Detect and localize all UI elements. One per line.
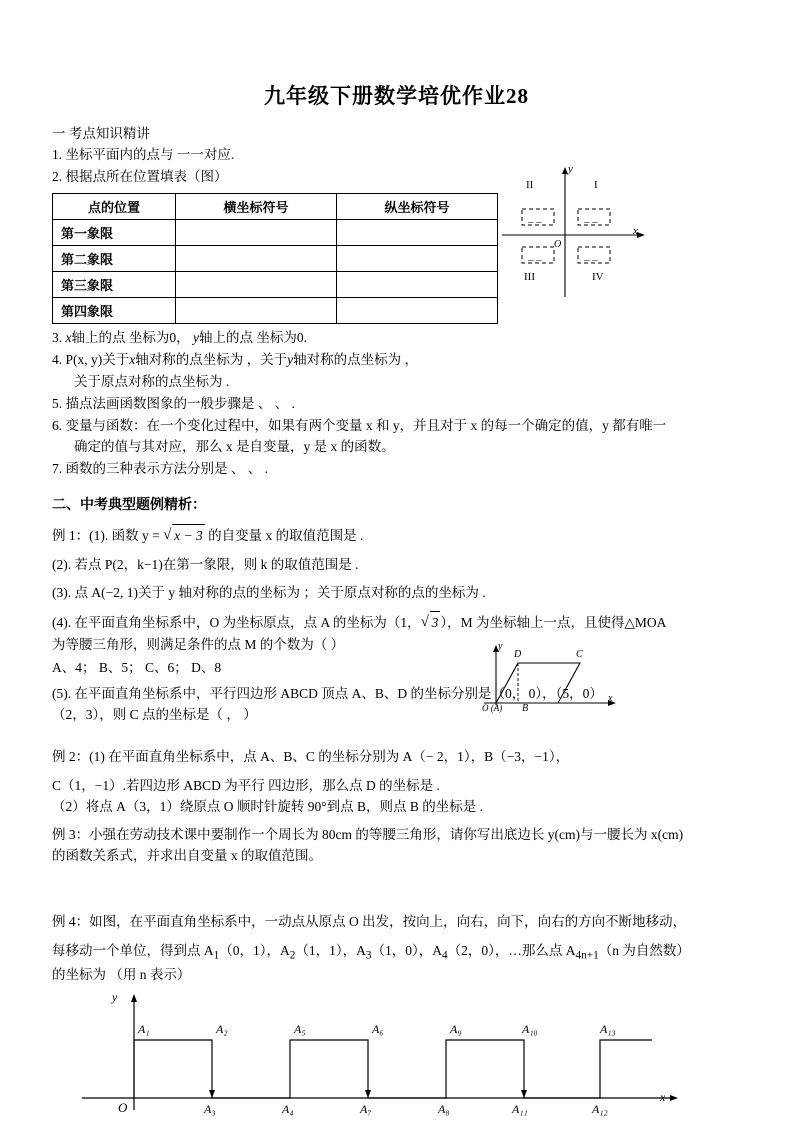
parallelogram-figure: [478, 641, 628, 714]
point-label-a9: A₉: [450, 1021, 462, 1036]
staircase-figure: [52, 990, 742, 1140]
item-1-post: 一一对应.: [176, 147, 235, 162]
par-point-d: D: [514, 649, 522, 660]
example4-line2: [52, 940, 741, 965]
svg-text:_ _: _ _: [584, 212, 598, 224]
item-7-s2: 、: [247, 461, 262, 477]
cell-empty: [176, 219, 337, 245]
section2-heading: 二、中考典型题例精析：: [52, 498, 206, 514]
table-header-x-sign: 横坐标符号: [176, 193, 337, 219]
item-1: [52, 145, 741, 166]
example4-t5: （2，0），…那么点 A: [447, 942, 576, 958]
table-header-y-sign: 纵坐标符号: [337, 193, 498, 219]
example4-t2: （0，1），A: [219, 942, 290, 958]
example4-t3: （1，1），A: [295, 942, 366, 958]
example1-part4-line1: [52, 611, 741, 634]
item-3-t3: 轴上的点: [199, 329, 253, 345]
item-4-t1: 4. P(x, y)关于: [52, 351, 130, 367]
item-3-var-y: y: [193, 329, 199, 345]
example1-part3: [52, 582, 741, 604]
item-7-t1: 7. 函数的三种表示方法分别是: [52, 461, 228, 477]
cell-empty: [176, 271, 337, 297]
example1-p1-text: (1). 函数 y =: [89, 528, 160, 544]
example1-part2: [52, 554, 741, 576]
sub-a4: 4: [442, 949, 448, 962]
example2-line3: [52, 796, 741, 818]
sub-a3: 3: [365, 949, 372, 962]
table-row: [53, 219, 498, 245]
staircase-axis-x: x: [660, 1089, 666, 1104]
svg-text:O: O: [554, 239, 562, 250]
item-7: [52, 459, 741, 480]
example1-p3-text2: ；关于原点对称的点的坐标为: [303, 585, 479, 601]
section1-heading: 一 考点知识精讲: [52, 126, 150, 141]
sqrt-radicand: x − 3: [172, 524, 205, 547]
sqrt-expression-3: [421, 611, 441, 634]
item-3-t2: 坐标为0，: [128, 329, 190, 345]
par-origin: O (A): [482, 703, 503, 713]
point-label-a3: A₃: [204, 1101, 216, 1116]
item-4-t5: ，: [404, 351, 418, 367]
item-5-s1: 、: [257, 395, 272, 411]
item-3-var-x: x: [65, 329, 72, 345]
point-label-a2: A₂: [216, 1021, 228, 1036]
point-label-a10: A₁₀: [522, 1021, 538, 1036]
item-7-s1: 、: [230, 461, 245, 477]
item-5-t2: .: [291, 395, 295, 411]
example1-part1: [52, 524, 741, 547]
example1-p1-end: .: [359, 528, 364, 544]
table-header-row: [53, 193, 498, 219]
par-axis-x: x: [608, 693, 613, 704]
item-5-t1: 5. 描点法画函数图象的一般步骤是: [52, 395, 255, 411]
example1-p2-text: (2). 若点 P(2，k−1)在第一象限，则 k 的取值范围是: [52, 556, 352, 572]
item-6-line1: 6. 变量与函数：在一个变化过程中，如果有两个变量 x 和 y，并且对于 x 的每一个确定的值，y 都有唯一: [52, 417, 667, 433]
item-2: 2. 根据点所在位置填表（图）: [52, 168, 228, 184]
item-4-t7: .: [225, 373, 230, 389]
point-label-a11: A₁₁: [512, 1101, 528, 1116]
par-point-c: C: [576, 649, 583, 660]
item-4-t4: 轴对称的点坐标为: [293, 351, 402, 367]
item-4-t3: ，关于: [246, 351, 288, 367]
quadrant-table: [52, 193, 498, 324]
example4-t4: （1，0），A: [371, 942, 442, 958]
item-3-num: 3.: [52, 329, 66, 345]
item-4-var-y: y: [287, 351, 294, 367]
cell-empty: [337, 271, 498, 297]
quadrant-label-4: IV: [592, 271, 604, 283]
table-row: [53, 297, 498, 323]
quadrant-label-3: III: [524, 271, 535, 283]
item-4-cont: [74, 372, 741, 393]
table-row: [53, 245, 498, 271]
example1-part5-line1: (5). 在平面直角坐标系中，平行四边形 ABCD 顶点 A、B、D 的坐标分别是（0， 0），（5，0）: [52, 685, 603, 701]
point-label-a12: A₁₂: [592, 1101, 608, 1116]
item-4-var-x: x: [129, 351, 136, 367]
example1-label: 例 1：: [52, 528, 90, 544]
point-label-a4: A₄: [282, 1101, 294, 1116]
quadrant-figure: [490, 165, 650, 305]
sqrt-radicand-3: 3: [430, 611, 441, 634]
item-4-t2: 轴对称的点坐标为: [135, 351, 244, 367]
example1-p3-end: .: [482, 585, 486, 601]
item-3-t4: 坐标为0.: [256, 329, 307, 345]
item-7-t2: .: [264, 461, 268, 477]
staircase-axis-y: y: [112, 989, 118, 1004]
example3-line2: 的函数关系式，并求出自变量 x 的取值范围。: [52, 848, 322, 864]
point-label-a6: A₆: [372, 1021, 384, 1036]
example2-line2: [52, 775, 741, 797]
row-label-q4: 第四象限: [53, 297, 176, 323]
example4-t6: （n 为自然数）: [598, 942, 690, 958]
par-point-b: B: [522, 703, 529, 714]
example3-line1: 例 3：小强在劳动技术课中要制作一个周长为 80cm 的等腰三角形，请你写出底边长 y(cm)与一腰长为 x(cm): [52, 826, 684, 842]
quadrant-label-2: II: [526, 179, 534, 191]
cell-empty: [176, 297, 337, 323]
svg-text:_ _: _ _: [528, 250, 542, 262]
example4-t7: 的坐标为: [52, 967, 106, 983]
table-row: [53, 271, 498, 297]
svg-text:_ _: _ _: [528, 212, 542, 224]
point-label-a5: A₅: [294, 1021, 306, 1036]
item-5: [52, 394, 741, 415]
cell-empty: [337, 219, 498, 245]
row-label-q1: 第一象限: [53, 219, 176, 245]
example4-t1: 每移动一个单位，得到点 A: [52, 942, 214, 958]
sub-a1: 1: [213, 949, 220, 962]
sqrt-expression: [163, 524, 205, 547]
cell-empty: [337, 297, 498, 323]
item-4: [52, 350, 741, 371]
example1-p4-choices: A、4； B、5； C、6； D、8: [52, 660, 222, 676]
example2-l3-text: （2）将点 A（3，1）绕原点 O 顺时针旋转 90°到点 B，则点 B 的坐标是: [52, 799, 477, 815]
quadrant-label-1: I: [594, 179, 598, 191]
item-6-line2: 确定的值与其对应，那么 x 是自变量，y 是 x 的函数。: [74, 439, 395, 455]
row-label-q2: 第二象限: [53, 245, 176, 271]
example2-l3-end: .: [479, 799, 484, 815]
example1-p3-text: (3). 点 A(−2, 1)关于 y 轴对称的点的坐标为: [52, 585, 300, 601]
example2-line1: 例 2：(1) 在平面直角坐标系中，点 A、B、C 的坐标分别为 A（− 2，1），B（−3，−1），: [52, 749, 570, 765]
example1-p4-t1: (4). 在平面直角坐标系中，O 为坐标原点，点 A 的坐标为（1，: [52, 615, 421, 631]
example1-p4-t2: ），M 为坐标轴上一点，且使得△MOA: [440, 615, 667, 631]
point-label-a7: A₇: [360, 1101, 372, 1116]
row-label-q3: 第三象限: [53, 271, 176, 297]
example4-line1: 例 4：如图，在平面直角坐标系中，一动点从原点 O 出发，按向上，向右，向下，向右的方向不断地移动，: [52, 914, 687, 930]
example4-t8: （用 n 表示）: [109, 967, 191, 983]
item-1-text: 1. 坐标平面内的点与: [52, 147, 174, 162]
page-title: 九年级下册数学培优作业28: [264, 84, 529, 108]
example2-l2-end: .: [436, 777, 440, 793]
example1-part5-line2: （2，3），则 C 点的坐标是（ ， ）: [52, 707, 257, 723]
cell-empty: [176, 245, 337, 271]
item-5-s2: 、: [274, 395, 289, 411]
example1-part4-line2: 为等腰三角形，则满足条件的点 M 的个数为（ ）: [52, 636, 345, 652]
example4-line3: [52, 964, 741, 986]
quadrant-axis-x: x: [633, 225, 638, 237]
quadrant-axis-y: y: [568, 163, 573, 175]
point-label-a1: A₁: [138, 1021, 150, 1036]
item-4-t6: 关于原点对称的点坐标为: [74, 373, 223, 389]
point-label-a8: A₈: [438, 1101, 450, 1116]
item-3-t1: 轴上的点: [71, 329, 126, 345]
point-label-a13: A₁₃: [600, 1021, 616, 1036]
table-header-position: 点的位置: [53, 193, 176, 219]
cell-empty: [337, 245, 498, 271]
par-axis-y: y: [498, 641, 503, 652]
example1-p2-end: .: [355, 556, 359, 572]
staircase-origin: O: [118, 1099, 128, 1115]
sub-a2: 2: [289, 949, 296, 962]
svg-text:_ _: _ _: [584, 250, 598, 262]
example1-p1-text2: 的自变量 x 的取值范围是: [208, 528, 357, 544]
item-3: [52, 328, 741, 349]
example2-l2-text: C（1，−1）.若四边形 ABCD 为平行 四边形，那么点 D 的坐标是: [52, 777, 434, 793]
sub-a4n1: 4n+1: [575, 949, 599, 962]
